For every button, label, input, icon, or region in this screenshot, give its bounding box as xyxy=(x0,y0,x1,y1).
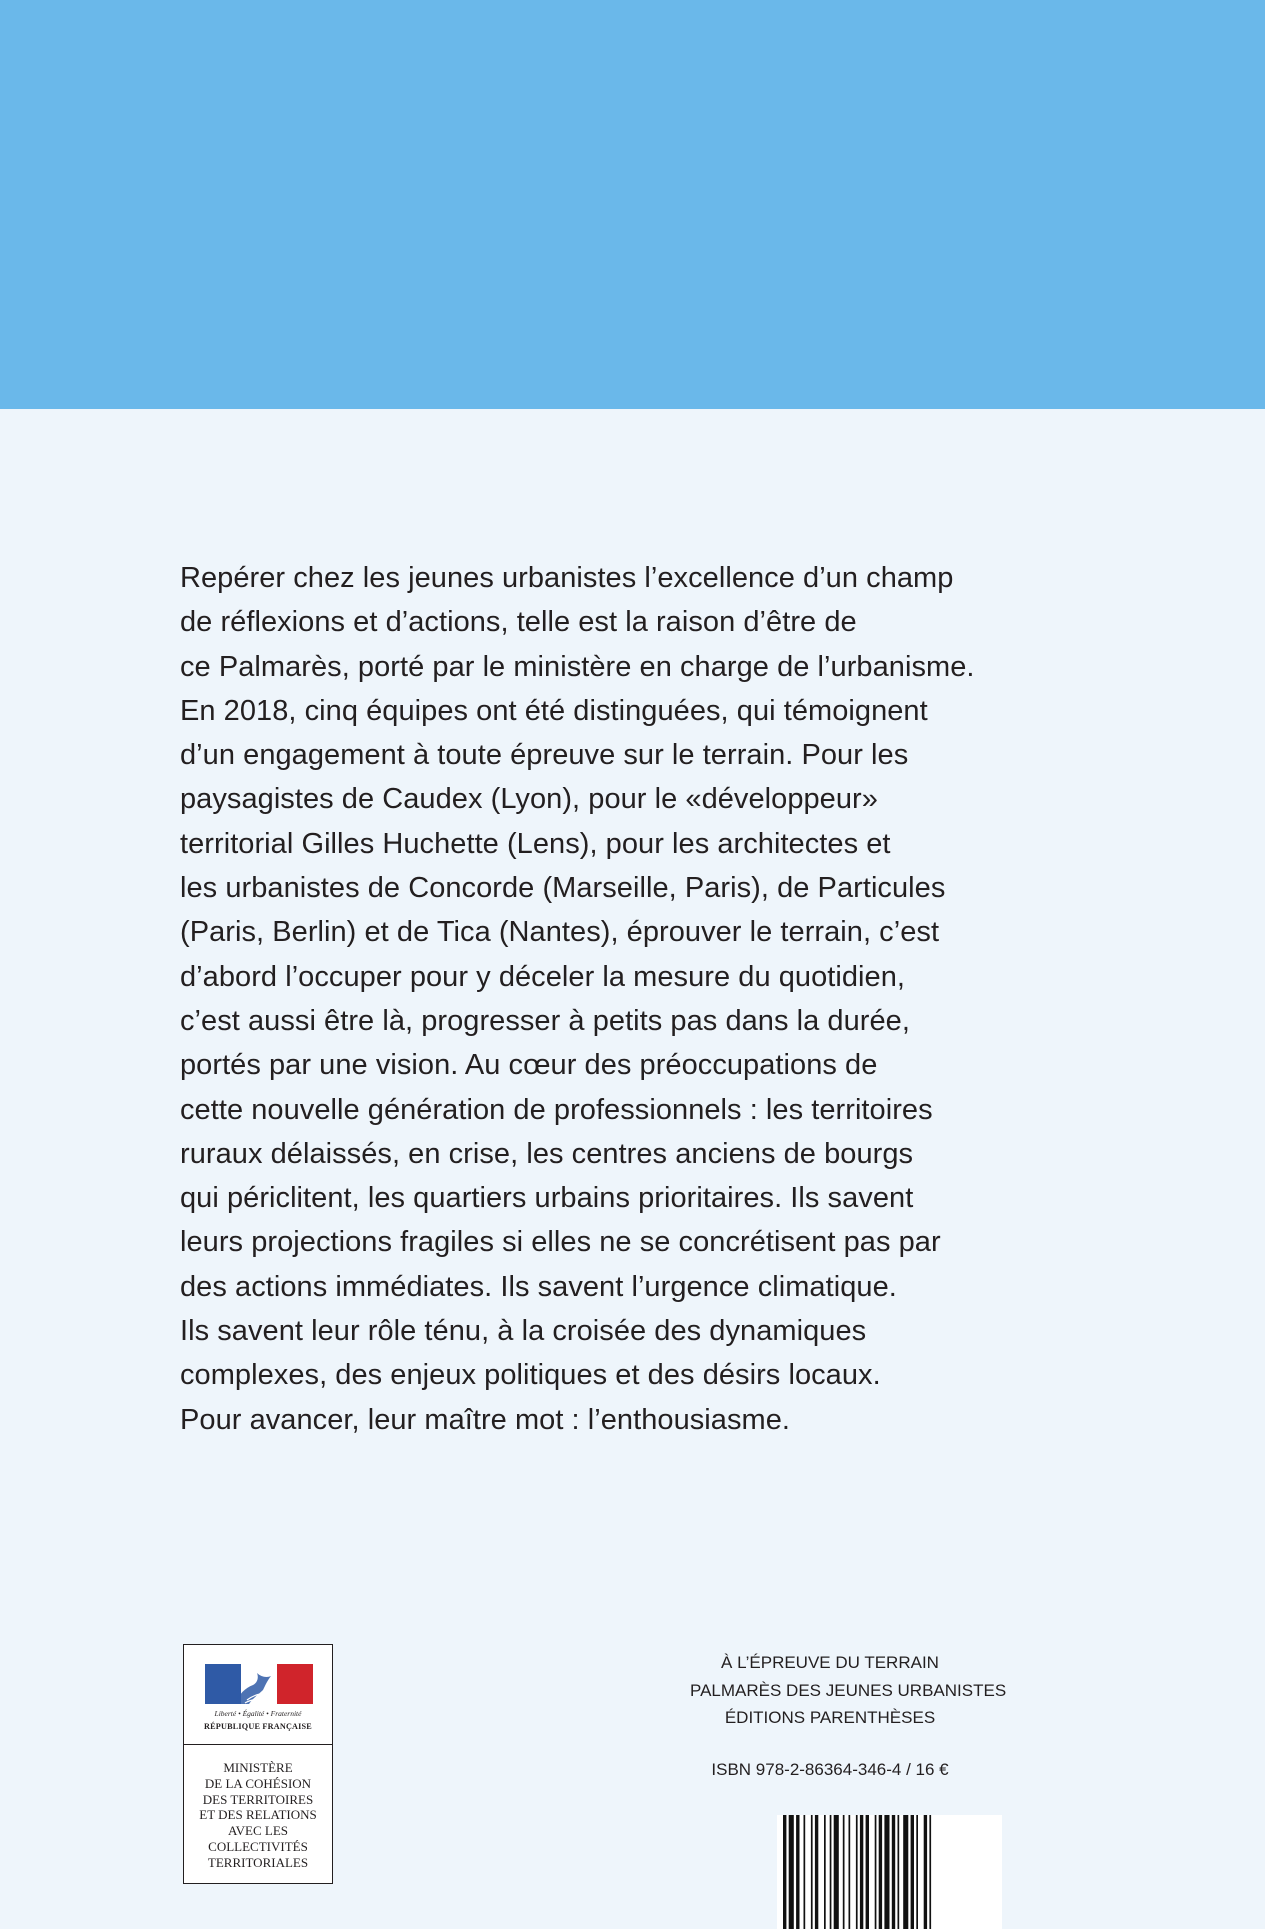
blurb-line: des actions immédiates. Ils savent l’urgence climatique. xyxy=(180,1270,897,1303)
series-name: PALMARÈS DES JEUNES URBANISTES xyxy=(690,1680,1007,1700)
ministry-line: ET DES RELATIONS xyxy=(199,1807,317,1823)
blurb-line: qui périclitent, les quartiers urbains prioritaires. Ils savent xyxy=(180,1182,914,1215)
blurb-line: ruraux délaissés, en crise, les centres anciens de bourgs xyxy=(180,1137,914,1170)
marianne-flag-icon xyxy=(205,1664,313,1704)
back-cover-blurb xyxy=(180,556,1040,1442)
republique-francaise-block xyxy=(184,1645,332,1745)
blurb-line: En 2018, cinq équipes ont été distinguées, qui témoignent xyxy=(180,694,928,727)
blurb-line: de réflexions et d’actions, telle est la raison d’être de xyxy=(180,606,857,639)
ministry-name xyxy=(184,1760,332,1871)
ministry-line: MINISTÈRE xyxy=(223,1760,293,1775)
blurb-line: Ils savent leur rôle ténu, à la croisée des dynamiques xyxy=(180,1315,867,1348)
republic-motto: Liberté • Égalité • Fraternité xyxy=(214,1709,302,1718)
barcode-icon xyxy=(777,1815,1002,1929)
blurb-line: portés par une vision. Au cœur des préoccupations de xyxy=(180,1049,878,1082)
blurb-line: leurs projections fragiles si elles ne se concrétisent pas par xyxy=(180,1226,941,1259)
blurb-line: (Paris, Berlin) et de Tica (Nantes), éprouver le terrain, c’est xyxy=(180,916,940,949)
blurb-line: les urbanistes de Concorde (Marseille, Paris), de Particules xyxy=(180,872,946,905)
blurb-line: Repérer chez les jeunes urbanistes l’excellence d’un champ xyxy=(180,562,954,594)
ministry-line: TERRITORIALES xyxy=(207,1854,309,1870)
blurb-line: d’abord l’occuper pour y déceler la mesure du quotidien, xyxy=(180,960,906,993)
blurb-line: paysagistes de Caudex (Lyon), pour le «développeur» xyxy=(180,783,878,816)
ministry-line: AVEC LES xyxy=(227,1823,289,1839)
publication-info xyxy=(690,1649,1007,1732)
ministry-line: DE LA COHÉSION xyxy=(204,1775,312,1791)
blurb-line: ce Palmarès, porté par le ministère en charge de l’urbanisme. xyxy=(180,650,975,683)
book-title: À L’ÉPREUVE DU TERRAIN xyxy=(721,1653,939,1672)
blurb-line: territorial Gilles Huchette (Lens), pour les architectes et xyxy=(180,827,891,860)
ministry-line: DES TERRITOIRES xyxy=(202,1791,314,1807)
blurb-line: cette nouvelle génération de professionnels : les territoires xyxy=(180,1093,933,1126)
blurb-line: c’est aussi être là, progresser à petits pas dans la durée, xyxy=(180,1004,910,1037)
blurb-line: Pour avancer, leur maître mot : l’enthousiasme. xyxy=(180,1403,791,1436)
blurb-line: complexes, des enjeux politiques et des désirs locaux. xyxy=(180,1359,881,1392)
ministry-line: COLLECTIVITÉS xyxy=(208,1838,308,1854)
blurb-line: d’un engagement à toute épreuve sur le terrain. Pour les xyxy=(180,739,909,772)
ministry-logo xyxy=(183,1644,333,1884)
isbn-price: ISBN 978-2-86364-346-4 / 16 € xyxy=(711,1760,949,1779)
top-color-band xyxy=(0,0,1265,409)
republique-francaise-label: RÉPUBLIQUE FRANÇAISE xyxy=(204,1722,312,1731)
publisher-name: ÉDITIONS PARENTHÈSES xyxy=(724,1708,936,1727)
